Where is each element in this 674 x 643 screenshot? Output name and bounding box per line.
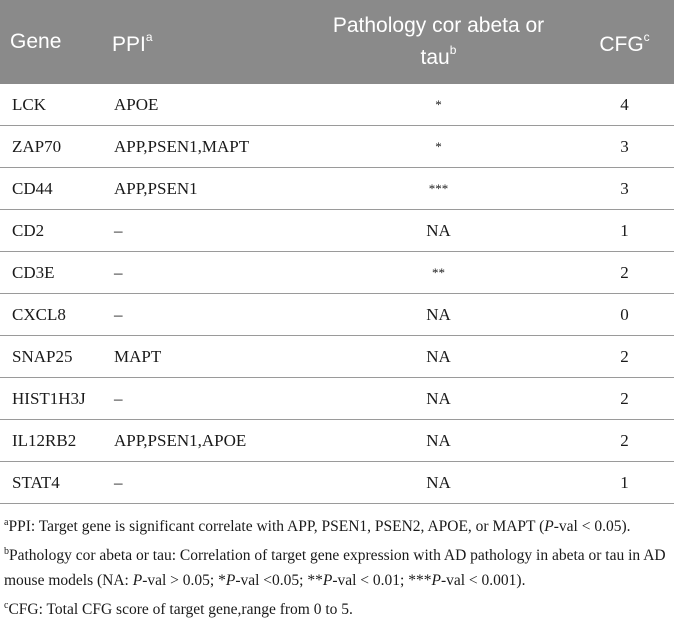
header-gene: Gene (0, 0, 102, 84)
cell-cfg: 3 (575, 126, 674, 168)
cell-cfg: 2 (575, 420, 674, 462)
table-row (0, 336, 674, 378)
header-ppi: PPI$^a$ (102, 0, 302, 84)
table-row (0, 126, 674, 168)
cell-ppi: MAPT (102, 336, 302, 378)
cell-gene: CD2 (0, 210, 102, 252)
table-row (0, 210, 674, 252)
cell-ppi: APP,PSEN1,MAPT (102, 126, 302, 168)
cell-pathology: NA (302, 210, 575, 252)
cell-pathology: * (302, 84, 575, 126)
cell-ppi: – (102, 252, 302, 294)
cell-pathology: *** (302, 168, 575, 210)
cell-ppi: APOE (102, 84, 302, 126)
cell-gene: CD44 (0, 168, 102, 210)
cell-cfg: 2 (575, 252, 674, 294)
cell-gene: HIST1H3J (0, 378, 102, 420)
cell-gene: LCK (0, 84, 102, 126)
header-pathology: Pathology cor abeta or tau$^b$ (302, 0, 575, 84)
cell-cfg: 1 (575, 210, 674, 252)
footnote-c: $^c$CFG: Total CFG score of target gene,range from 0 to 5. (4, 600, 353, 619)
cell-cfg: 3 (575, 168, 674, 210)
cell-gene: SNAP25 (0, 336, 102, 378)
cell-pathology: NA (302, 420, 575, 462)
table-row (0, 252, 674, 294)
cell-pathology: ** (302, 252, 575, 294)
cell-pathology: * (302, 126, 575, 168)
cell-ppi: APP,PSEN1 (102, 168, 302, 210)
cell-pathology: NA (302, 462, 575, 504)
cell-pathology: NA (302, 378, 575, 420)
table-row (0, 462, 674, 504)
cell-cfg: 0 (575, 294, 674, 336)
cell-cfg: 1 (575, 462, 674, 504)
table-row (0, 168, 674, 210)
cell-pathology: NA (302, 336, 575, 378)
cell-gene: IL12RB2 (0, 420, 102, 462)
footnote-a: $^a$PPI: Target gene is significant correlate with APP, PSEN1, PSEN2, APOE, or MAPT (P-val < 0.05). (4, 517, 631, 536)
cell-gene: ZAP70 (0, 126, 102, 168)
table-row (0, 378, 674, 420)
table-row (0, 420, 674, 462)
table-row (0, 84, 674, 126)
table-header (0, 0, 674, 84)
cell-gene: STAT4 (0, 462, 102, 504)
cell-cfg: 4 (575, 84, 674, 126)
table-row (0, 294, 674, 336)
cell-cfg: 2 (575, 378, 674, 420)
table-body (0, 84, 674, 504)
cell-ppi: – (102, 210, 302, 252)
footnote-b: $^b$Pathology cor abeta or tau: Correlation of target gene expression with AD pathology in abeta or tau in AD mouse models (NA: P-val > 0.05; *P-val <0.05; **P-val < 0.01; ***P-val < 0.001). (4, 546, 666, 590)
cell-ppi: – (102, 378, 302, 420)
cell-ppi: – (102, 462, 302, 504)
cell-gene: CD3E (0, 252, 102, 294)
cell-gene: CXCL8 (0, 294, 102, 336)
header-cfg: CFG$^c$ (575, 0, 674, 84)
cell-ppi: – (102, 294, 302, 336)
cell-cfg: 2 (575, 336, 674, 378)
cell-ppi: APP,PSEN1,APOE (102, 420, 302, 462)
cell-pathology: NA (302, 294, 575, 336)
footnotes (4, 510, 672, 622)
